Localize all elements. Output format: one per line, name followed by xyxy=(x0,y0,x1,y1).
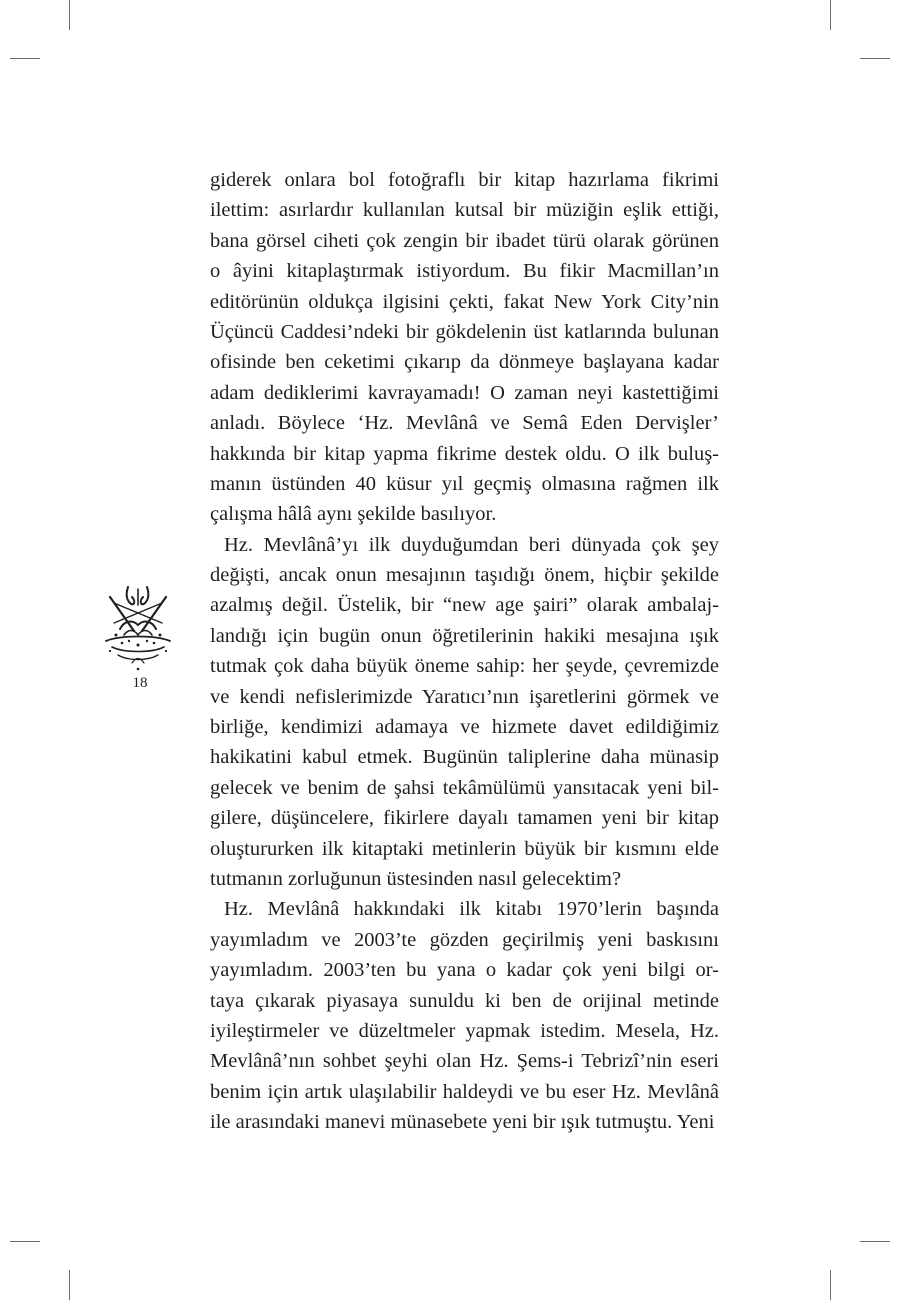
crop-mark-top-right-horizontal xyxy=(860,58,890,59)
text-line: çalışma hâlâ aynı şekilde basılıyor. xyxy=(210,503,497,526)
text-line: hakikatini kabul etmek. Bugünün taliplerine daha münasip xyxy=(210,746,719,769)
calligraphy-emblem-icon xyxy=(102,583,174,675)
crop-mark-bottom-right-horizontal xyxy=(860,1241,890,1242)
crop-mark-bottom-left-vertical xyxy=(69,1270,70,1300)
text-line: landığı için bugün onun öğretilerinin hakiki mesajına ışık xyxy=(210,624,719,647)
text-line: ofisinde ben ceketimi çıkarıp da dönmeye başlayana kadar xyxy=(210,351,719,374)
text-line: iyileştirmeler ve düzeltmeler yapmak istedim. Mesela, Hz. xyxy=(210,1019,719,1042)
crop-mark-top-left-vertical xyxy=(69,0,70,30)
text-line: tutmanın zorluğunun üstesinden nasıl gelecektim? xyxy=(210,867,622,890)
text-line: Üçüncü Caddesi’ndeki bir gökdelenin üst katlarında bulunan xyxy=(210,320,719,343)
text-line: manın üstünden 40 küsur yıl geçmiş olmasına rağmen ilk xyxy=(210,472,719,495)
text-line: ve kendi nefislerimizde Yaratıcı’nın işaretlerini görmek ve xyxy=(210,685,719,708)
text-line: anladı. Böylece ‘Hz. Mevlânâ ve Semâ Eden Dervişler’ xyxy=(210,412,719,435)
crop-mark-bottom-right-vertical xyxy=(830,1270,831,1300)
text-line: taya çıkarak piyasaya sunuldu ki ben de orijinal metinde xyxy=(210,989,719,1012)
paragraph xyxy=(210,894,719,1137)
text-line: bana görsel ciheti çok zengin bir ibadet türü olarak görünen xyxy=(210,229,719,252)
text-line: adam dediklerimi kavrayamadı! O zaman neyi kastettiğimi xyxy=(210,381,719,404)
text-line: o âyini kitaplaştırmak istiyordum. Bu fikir Macmillan’ın xyxy=(210,260,719,283)
paragraph xyxy=(210,530,719,895)
crop-mark-bottom-left-horizontal xyxy=(10,1241,40,1242)
text-line: yayımladım ve 2003’te gözden geçirilmiş yeni baskısını xyxy=(210,928,719,951)
text-line: giderek onlara bol fotoğraflı bir kitap hazırlama fikrimi xyxy=(210,169,719,191)
crop-mark-top-left-horizontal xyxy=(10,58,40,59)
text-line: azalmış değil. Üstelik, bir “new age şairi” olarak ambalaj- xyxy=(210,594,719,617)
page-number: 18 xyxy=(132,675,148,691)
text-line: ile arasındaki manevi münasebete yeni bir ışık tutmuştu. Yeni xyxy=(210,1111,715,1134)
text-line: değişti, ancak onun mesajının taşıdığı önem, hiçbir şekilde xyxy=(210,564,719,587)
text-line: Hz. Mevlânâ’yı ilk duyduğumdan beri dünyada çok şey xyxy=(224,533,719,556)
text-line: yayımladım. 2003’ten bu yana o kadar çok yeni bilgi or- xyxy=(210,959,719,982)
text-line: hakkında bir kitap yapma fikrime destek oldu. O ilk buluş- xyxy=(210,442,719,465)
text-line: editörünün oldukça ilgisini çekti, fakat New York City’nin xyxy=(210,290,719,313)
text-line: tutmak çok daha büyük öneme sahip: her şeyde, çevremizde xyxy=(210,655,719,678)
text-line: benim için artık ulaşılabilir haldeydi ve bu eser Hz. Mevlânâ xyxy=(210,1080,719,1103)
text-line: gelecek ve benim de şahsi tekâmülümü yansıtacak yeni bil- xyxy=(210,776,719,799)
paragraph xyxy=(210,165,719,530)
body-text xyxy=(210,165,719,1138)
text-line: gilere, düşüncelere, fikirlere dayalı tamamen yeni bir kitap xyxy=(210,807,719,830)
text-line: Hz. Mevlânâ hakkındaki ilk kitabı 1970’lerin başında xyxy=(224,898,719,921)
text-line: birliğe, kendimizi adamaya ve hizmete davet edildiğimiz xyxy=(210,716,719,739)
text-line: oluştururken ilk kitaptaki metinlerin büyük bir kısmını elde xyxy=(210,837,719,860)
text-line: ilettim: asırlardır kullanılan kutsal bir müziğin eşlik ettiği, xyxy=(210,199,719,222)
text-line: Mevlânâ’nın sohbet şeyhi olan Hz. Şems-i Tebrizî’nin eseri xyxy=(210,1050,719,1073)
crop-mark-top-right-vertical xyxy=(830,0,831,30)
